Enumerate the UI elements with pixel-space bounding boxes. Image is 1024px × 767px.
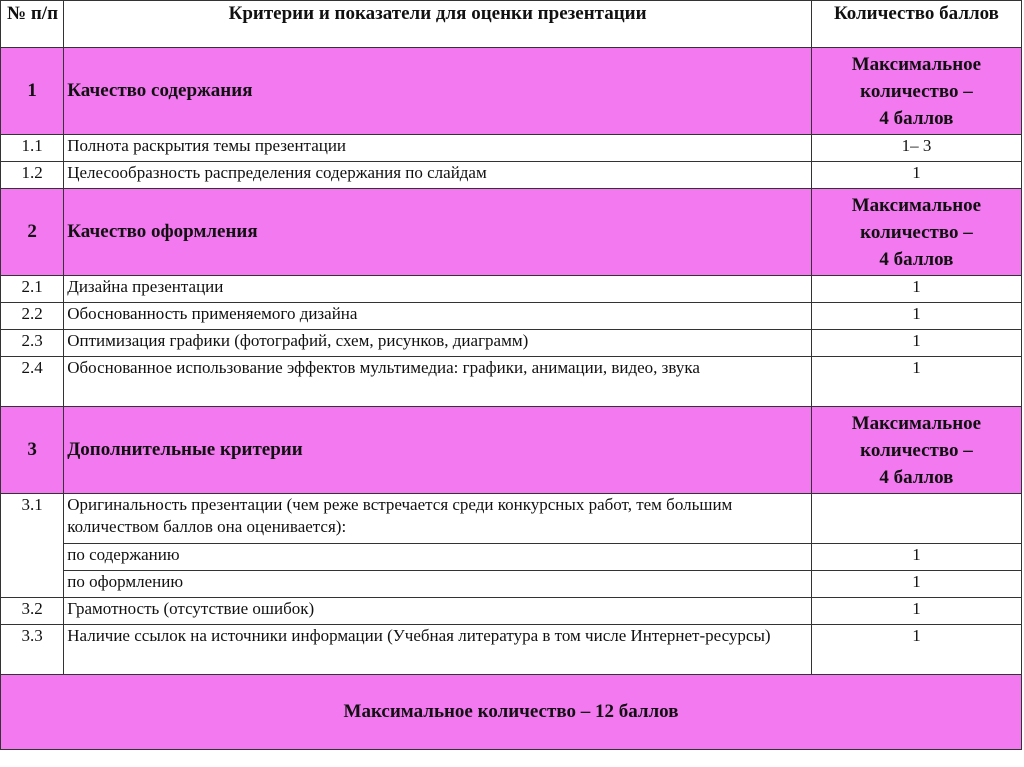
row-num: 3.3 <box>1 625 64 675</box>
max-line-1: Максимальное <box>851 53 982 75</box>
row-points: 1 <box>811 598 1021 625</box>
table-row <box>1 357 1022 407</box>
section-row-3 <box>1 407 1022 494</box>
row-num: 3.1 <box>1 494 64 598</box>
section-title: Качество оформления <box>64 189 812 276</box>
max-line-2: количество – <box>860 221 973 243</box>
section-max-points <box>811 407 1021 494</box>
row-points: 1 <box>811 625 1021 675</box>
row-text: Полнота раскрытия темы презентации <box>64 135 812 162</box>
row-num: 1.1 <box>1 135 64 162</box>
row-num: 1.2 <box>1 162 64 189</box>
row-text: Дизайна презентации <box>64 276 812 303</box>
row-points: 1 <box>811 544 1021 571</box>
row-points: 1 <box>811 571 1021 598</box>
max-line-1: Максимальное <box>851 412 982 434</box>
section-num: 1 <box>1 48 64 135</box>
total-text: Максимальное количество – 12 баллов <box>1 675 1022 750</box>
section-num: 2 <box>1 189 64 276</box>
table-row <box>1 625 1022 675</box>
total-row <box>1 675 1022 750</box>
table-header-row <box>1 1 1022 48</box>
row-points <box>811 494 1021 544</box>
section-max-points <box>811 48 1021 135</box>
section-max-points <box>811 189 1021 276</box>
section-title: Качество содержания <box>64 48 812 135</box>
max-line-1: Максимальное <box>851 194 982 216</box>
row-text: Обоснованное использование эффектов мультимедиа: графики, анимации, видео, звука <box>64 357 812 407</box>
max-line-3: 4 баллов <box>879 107 954 129</box>
max-line-3: 4 баллов <box>879 248 954 270</box>
row-num: 3.2 <box>1 598 64 625</box>
row-points: 1 <box>811 162 1021 189</box>
row-text: Оригинальность презентации (чем реже встречается среди конкурсных работ, тем большим количеством баллов она оценивается): <box>64 494 812 544</box>
table-row <box>1 303 1022 330</box>
row-text: Грамотность (отсутствие ошибок) <box>64 598 812 625</box>
row-text: по содержанию <box>64 544 812 571</box>
table-row <box>1 494 1022 544</box>
table-row <box>1 162 1022 189</box>
table-row <box>1 135 1022 162</box>
row-num: 2.2 <box>1 303 64 330</box>
row-num: 2.4 <box>1 357 64 407</box>
header-points: Количество баллов <box>811 1 1021 48</box>
table-row <box>1 276 1022 303</box>
row-text: Наличие ссылок на источники информации (Учебная литература в том числе Интернет-ресурсы) <box>64 625 812 675</box>
row-text: по оформлению <box>64 571 812 598</box>
max-line-2: количество – <box>860 439 973 461</box>
table-row <box>1 571 1022 598</box>
row-points: 1 <box>811 303 1021 330</box>
row-num: 2.1 <box>1 276 64 303</box>
row-num: 2.3 <box>1 330 64 357</box>
section-row-2 <box>1 189 1022 276</box>
max-line-2: количество – <box>860 80 973 102</box>
row-points: 1 <box>811 276 1021 303</box>
table-row <box>1 330 1022 357</box>
section-title: Дополнительные критерии <box>64 407 812 494</box>
max-line-3: 4 баллов <box>879 466 954 488</box>
row-text: Целесообразность распределения содержания по слайдам <box>64 162 812 189</box>
table-row <box>1 598 1022 625</box>
header-criteria: Критерии и показатели для оценки презентации <box>64 1 812 48</box>
row-points: 1 <box>811 330 1021 357</box>
row-points: 1 <box>811 357 1021 407</box>
table-row <box>1 544 1022 571</box>
section-row-1 <box>1 48 1022 135</box>
row-text: Обоснованность применяемого дизайна <box>64 303 812 330</box>
row-text: Оптимизация графики (фотографий, схем, рисунков, диаграмм) <box>64 330 812 357</box>
section-num: 3 <box>1 407 64 494</box>
row-points: 1– 3 <box>811 135 1021 162</box>
header-num: № п/п <box>1 1 64 48</box>
